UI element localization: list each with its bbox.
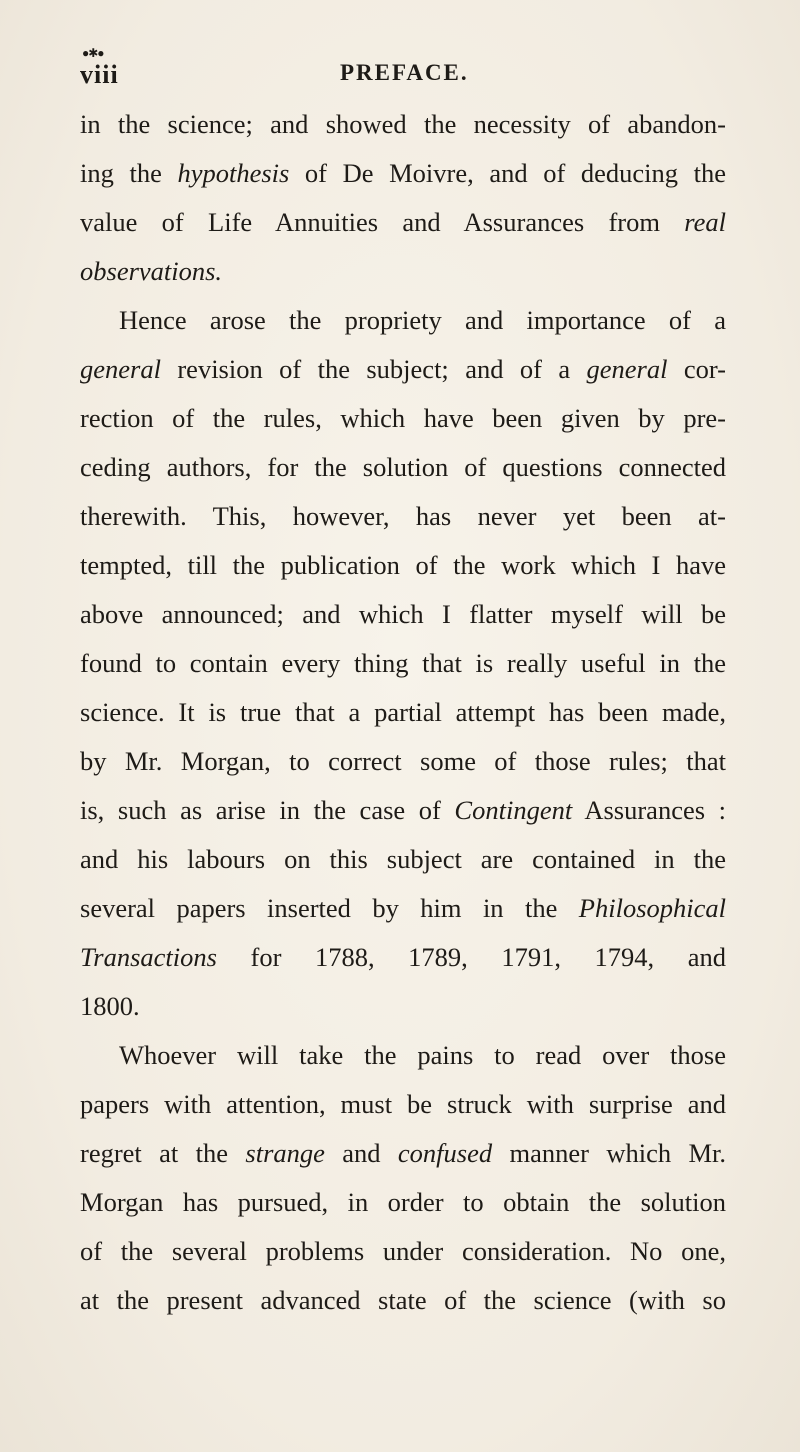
text-line bbox=[80, 639, 726, 688]
text-segment: Whoever will take the pains to read over those bbox=[119, 1040, 726, 1070]
printer-ornament: ●✱● bbox=[82, 46, 104, 60]
text-line bbox=[80, 149, 726, 198]
text-segment: tempted, till the publication of the work which I have bbox=[80, 550, 726, 580]
text-line bbox=[80, 1129, 726, 1178]
text-line bbox=[80, 492, 726, 541]
text-segment: rection of the rules, which have been given by pre- bbox=[80, 403, 726, 433]
text-segment: several papers inserted by him in the bbox=[80, 893, 579, 923]
text-segment: above announced; and which I flatter myself will be bbox=[80, 599, 726, 629]
text-line bbox=[80, 198, 726, 247]
preface-text bbox=[80, 100, 726, 1325]
text-segment: value of Life Annuities and Assurances from bbox=[80, 207, 685, 237]
text-line bbox=[80, 737, 726, 786]
text-segment: found to contain every thing that is really useful in the bbox=[80, 648, 726, 678]
text-line bbox=[80, 982, 726, 1031]
text-segment: therewith. This, however, has never yet been at- bbox=[80, 501, 726, 531]
text-segment: of the several problems under consideration. No one, bbox=[80, 1236, 726, 1266]
text-line bbox=[80, 345, 726, 394]
italic-text: hypothesis bbox=[177, 158, 290, 188]
text-segment: science. It is true that a partial attempt has been made, bbox=[80, 697, 726, 727]
text-segment: cor- bbox=[667, 354, 726, 384]
text-line bbox=[80, 688, 726, 737]
text-segment: at the present advanced state of the science (with so bbox=[80, 1285, 726, 1315]
text-segment: papers with attention, must be struck with surprise and bbox=[80, 1089, 726, 1119]
text-line bbox=[80, 541, 726, 590]
text-segment: manner which Mr. bbox=[492, 1138, 727, 1168]
text-segment: regret at the bbox=[80, 1138, 246, 1168]
text-line bbox=[80, 786, 726, 835]
text-line bbox=[80, 1031, 726, 1080]
italic-text: Transactions bbox=[80, 942, 217, 972]
italic-text: general bbox=[80, 354, 161, 384]
text-line bbox=[80, 884, 726, 933]
text-segment: revision of the subject; and of a bbox=[160, 354, 587, 384]
text-line bbox=[80, 1080, 726, 1129]
text-segment: Assurances : bbox=[572, 795, 726, 825]
running-head bbox=[78, 46, 718, 89]
text-line bbox=[80, 933, 726, 982]
italic-text: general bbox=[586, 354, 668, 384]
italic-text: confused bbox=[397, 1138, 493, 1168]
running-title: PREFACE. bbox=[340, 60, 469, 85]
text-line bbox=[80, 1178, 726, 1227]
text-line bbox=[80, 100, 726, 149]
text-line bbox=[80, 835, 726, 884]
text-line bbox=[80, 590, 726, 639]
text-segment: Morgan has pursued, in order to obtain the solution bbox=[80, 1187, 726, 1217]
italic-text: Philosophical bbox=[578, 893, 726, 923]
text-segment: in the science; and showed the necessity of abandon- bbox=[80, 109, 726, 139]
text-segment: Hence arose the propriety and importance of a bbox=[119, 305, 726, 335]
italic-text: Contingent bbox=[454, 795, 573, 825]
italic-text: observations. bbox=[80, 256, 223, 286]
text-segment: 1800. bbox=[80, 991, 140, 1021]
text-line bbox=[80, 1227, 726, 1276]
italic-text: strange bbox=[245, 1138, 325, 1168]
text-segment: of De Moivre, and of deducing the bbox=[289, 158, 726, 188]
page-number: viii bbox=[80, 60, 119, 89]
text-segment: is, such as arise in the case of bbox=[80, 795, 455, 825]
text-line bbox=[80, 1276, 726, 1325]
italic-text: real bbox=[684, 207, 726, 237]
text-segment: for 1788, 1789, 1791, 1794, and bbox=[216, 942, 726, 972]
text-line bbox=[80, 247, 726, 296]
text-line bbox=[80, 443, 726, 492]
text-segment: by Mr. Morgan, to correct some of those rules; that bbox=[80, 746, 726, 776]
text-segment: and his labours on this subject are contained in the bbox=[80, 844, 726, 874]
text-line bbox=[80, 296, 726, 345]
text-segment: and bbox=[324, 1138, 398, 1168]
text-segment: ceding authors, for the solution of questions connected bbox=[80, 452, 726, 482]
text-line bbox=[80, 394, 726, 443]
text-segment: ing the bbox=[80, 158, 178, 188]
